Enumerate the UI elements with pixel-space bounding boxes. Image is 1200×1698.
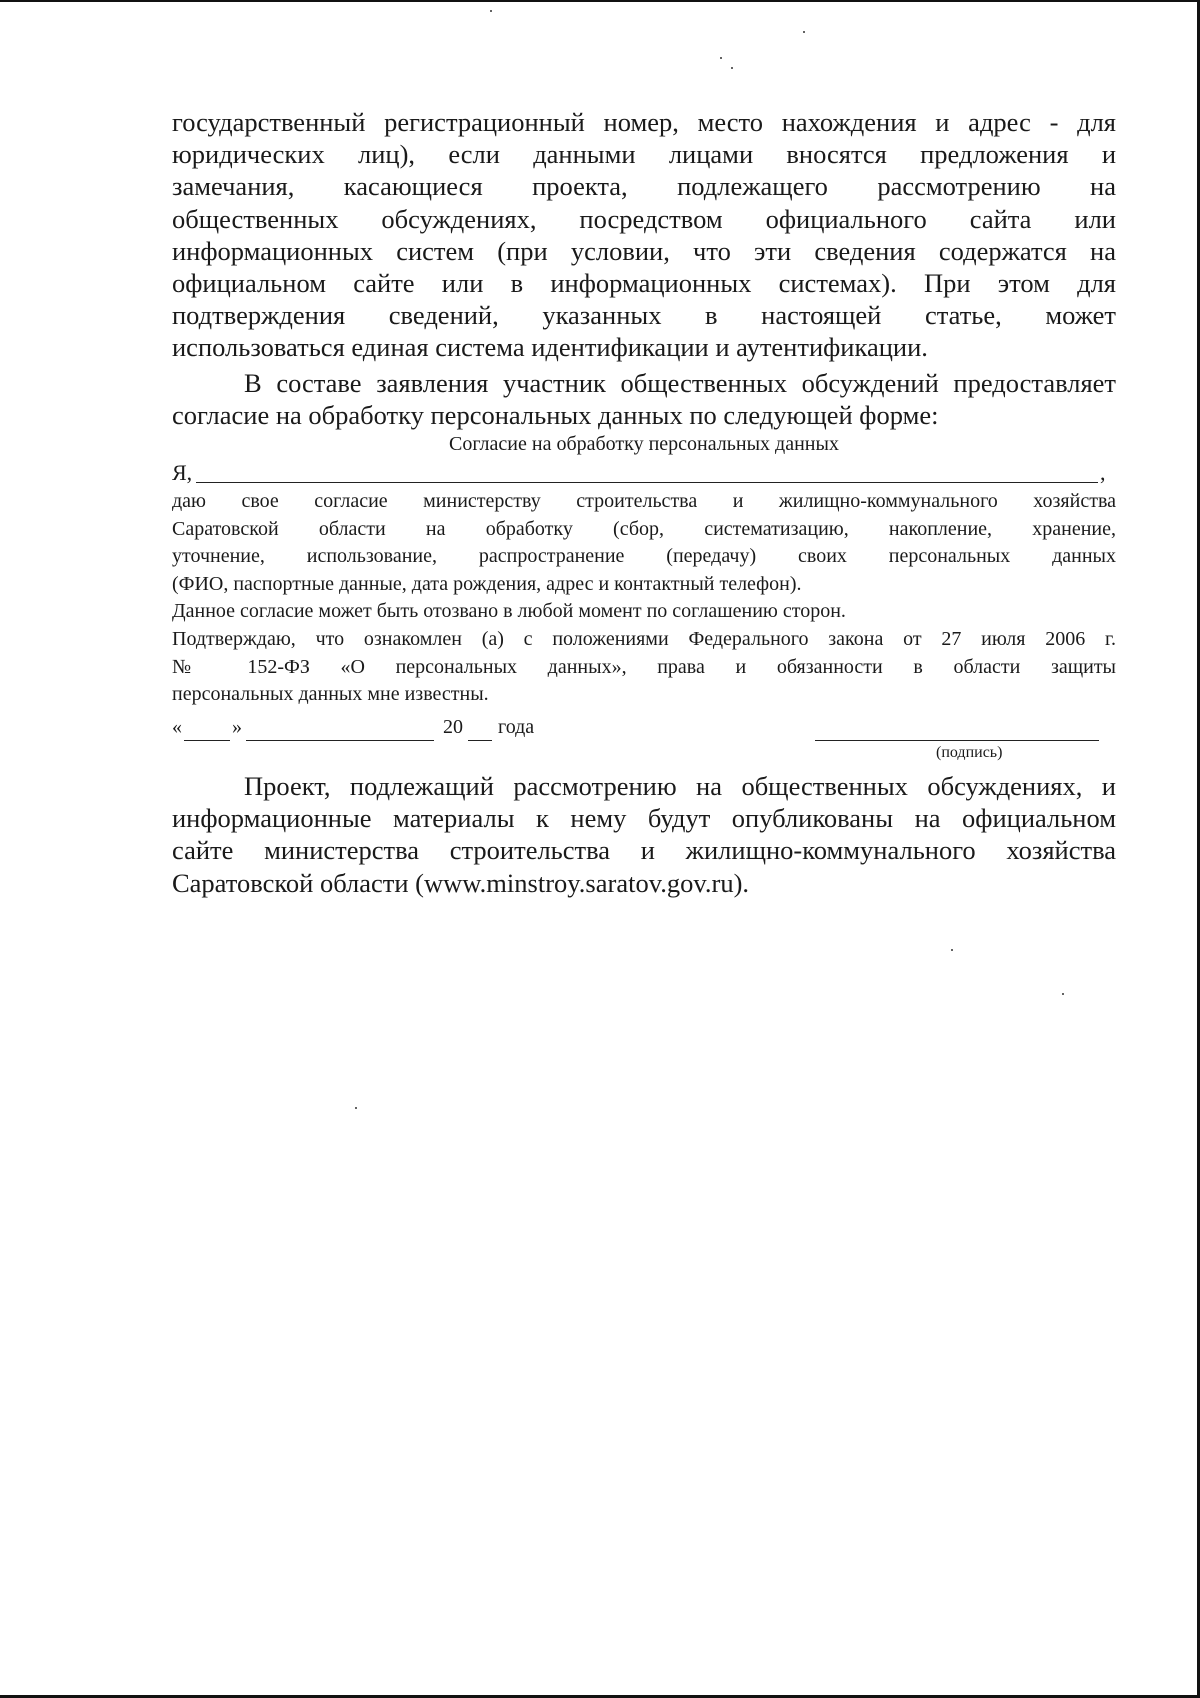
consent-body bbox=[172, 488, 1116, 709]
text-line: Саратовской области (www.minstroy.saratov.gov.ru). bbox=[172, 867, 750, 898]
text-line: государственный регистрационный номер, место нахождения и адрес - для bbox=[172, 107, 1116, 137]
text-line: официальном сайте или в информационных системах). При этом для bbox=[172, 268, 1116, 299]
scan-speck bbox=[490, 10, 492, 12]
paragraph-consent-intro bbox=[172, 367, 1116, 431]
name-suffix: , bbox=[1100, 460, 1106, 485]
day-blank-line bbox=[184, 740, 230, 741]
scan-speck bbox=[1062, 993, 1064, 995]
name-prefix: Я, bbox=[172, 460, 193, 485]
month-blank-line bbox=[246, 740, 434, 741]
year-prefix: 20 bbox=[443, 716, 463, 738]
signature-label: (подпись) bbox=[936, 744, 1003, 761]
text-line: информационные материалы к нему будут опубликованы на официальном bbox=[172, 803, 1116, 834]
date-close-quote: » bbox=[232, 716, 242, 738]
scan-speck bbox=[355, 1107, 357, 1109]
text-line: сайте министерства строительства и жилищно-коммунального хозяйства bbox=[172, 835, 1116, 866]
year-suffix: года bbox=[498, 716, 535, 738]
scan-speck bbox=[731, 67, 733, 69]
text-line: В составе заявления участник общественных обсуждений предоставляет bbox=[244, 368, 1116, 398]
text-line: согласие на обработку персональных данных по следующей форме: bbox=[172, 400, 939, 431]
scan-speck bbox=[951, 949, 953, 951]
consent-revocation: Данное согласие может быть отозвано в любой момент по соглашению сторон. bbox=[172, 600, 846, 623]
text-line: замечания, касающиеся проекта, подлежащего рассмотрению на bbox=[172, 171, 1116, 202]
text-line: (ФИО, паспортные данные, дата рождения, адрес и контактный телефон). bbox=[172, 572, 802, 595]
scan-border-top bbox=[0, 0, 1200, 2]
scan-speck bbox=[803, 31, 805, 33]
date-open-quote: « bbox=[172, 716, 182, 738]
paragraph-publication bbox=[172, 770, 1116, 899]
text-line: уточнение, использование, распространение (передачу) своих персональных данных bbox=[172, 545, 1116, 568]
text-line: Подтверждаю, что ознакомлен (а) с положениями Федерального закона от 27 июля 2006 г. bbox=[172, 627, 1116, 650]
consent-form-title: Согласие на обработку персональных данных bbox=[449, 433, 839, 455]
text-line: Саратовской области на обработку (сбор, систематизацию, накопление, хранение, bbox=[172, 517, 1116, 540]
signature-blank-line bbox=[815, 740, 1099, 741]
text-line: использоваться единая система идентификации и аутентификации. bbox=[172, 332, 928, 363]
text-line: персональных данных мне известны. bbox=[172, 683, 489, 706]
text-line: подтверждения сведений, указанных в настоящей статье, может bbox=[172, 300, 1116, 331]
text-line: общественных обсуждениях, посредством официального сайта или bbox=[172, 203, 1116, 234]
scan-speck bbox=[720, 57, 722, 59]
year-blank-line bbox=[468, 740, 492, 741]
paragraph-personal-data-intro bbox=[172, 106, 1116, 364]
text-line: информационных систем (при условии, что эти сведения содержатся на bbox=[172, 235, 1116, 266]
text-line: № 152-ФЗ «О персональных данных», права и обязанности в области защиты bbox=[172, 655, 1116, 678]
text-line: даю свое согласие министерству строительства и жилищно-коммунального хозяйства bbox=[172, 490, 1116, 512]
text-line: Проект, подлежащий рассмотрению на общественных обсуждениях, и bbox=[244, 771, 1116, 801]
name-blank-line bbox=[196, 482, 1098, 483]
text-line: юридических лиц), если данными лицами вносятся предложения и bbox=[172, 139, 1116, 170]
